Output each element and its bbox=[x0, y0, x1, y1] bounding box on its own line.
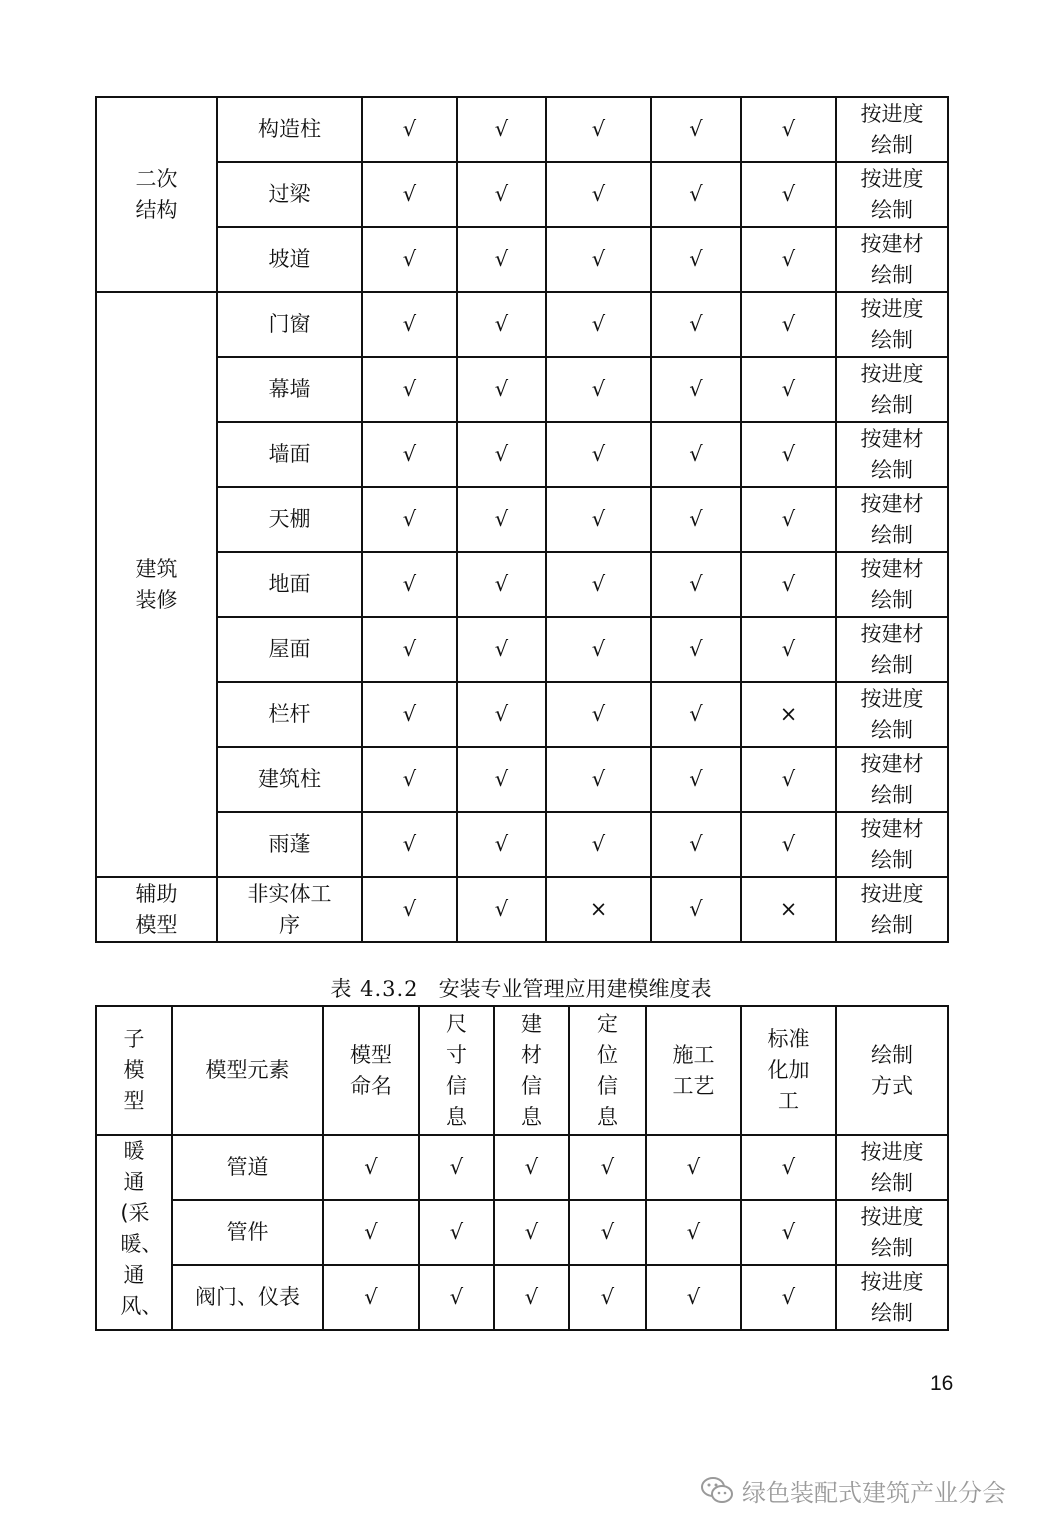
table-row bbox=[96, 877, 948, 942]
mark-cell: √ bbox=[419, 1200, 494, 1265]
method-cell: 按进度 绘制 bbox=[836, 97, 948, 162]
table-caption-title: 安装专业管理应用建模维度表 bbox=[438, 977, 712, 1001]
header-label: 子模型 bbox=[123, 1027, 145, 1113]
mark-cell: √ bbox=[546, 97, 651, 162]
mark-cell: √ bbox=[546, 357, 651, 422]
mark-cell: √ bbox=[457, 97, 546, 162]
mark-cell: √ bbox=[651, 747, 741, 812]
mark-cell: √ bbox=[646, 1135, 741, 1200]
mark-cell: √ bbox=[651, 97, 741, 162]
method-cell: 按进度 绘制 bbox=[836, 682, 948, 747]
header-label: 尺寸信息 bbox=[445, 1011, 467, 1129]
mark-cell: √ bbox=[546, 422, 651, 487]
mark-cell: √ bbox=[362, 812, 457, 877]
element-cell: 天棚 bbox=[217, 487, 362, 552]
table-row bbox=[96, 97, 948, 162]
mark-cell: √ bbox=[741, 812, 836, 877]
header-cell bbox=[494, 1006, 569, 1135]
header-label: 建材信息 bbox=[520, 1011, 542, 1129]
mark-cell: √ bbox=[494, 1135, 569, 1200]
mark-cell: √ bbox=[741, 487, 836, 552]
mark-cell: √ bbox=[546, 812, 651, 877]
element-cell: 非实体工 序 bbox=[217, 877, 362, 942]
mark-cell: √ bbox=[651, 162, 741, 227]
mark-cell: √ bbox=[646, 1265, 741, 1330]
mark-cell: √ bbox=[546, 292, 651, 357]
mark-cell: √ bbox=[362, 227, 457, 292]
element-cell: 栏杆 bbox=[217, 682, 362, 747]
method-cell: 按建材 绘制 bbox=[836, 487, 948, 552]
mark-cell: √ bbox=[457, 162, 546, 227]
mark-cell: √ bbox=[651, 357, 741, 422]
mark-cell: √ bbox=[741, 162, 836, 227]
mark-cell: √ bbox=[323, 1200, 419, 1265]
element-cell: 坡道 bbox=[217, 227, 362, 292]
table-row bbox=[96, 1135, 948, 1200]
mark-cell: √ bbox=[651, 422, 741, 487]
group-name-cell bbox=[96, 1135, 172, 1330]
method-cell: 按进度 绘制 bbox=[836, 877, 948, 942]
element-cell: 构造柱 bbox=[217, 97, 362, 162]
element-cell: 管道 bbox=[172, 1135, 323, 1200]
mark-cell: √ bbox=[741, 97, 836, 162]
mark-cell: √ bbox=[546, 617, 651, 682]
mark-cell: √ bbox=[741, 227, 836, 292]
mark-cell: √ bbox=[741, 1135, 836, 1200]
mark-cell: √ bbox=[651, 227, 741, 292]
watermark bbox=[700, 1470, 1006, 1510]
method-cell: 按建材 绘制 bbox=[836, 552, 948, 617]
mark-cell: √ bbox=[457, 552, 546, 617]
header-label: 定位信息 bbox=[596, 1011, 618, 1129]
mark-cell: √ bbox=[494, 1265, 569, 1330]
mark-cell: √ bbox=[546, 747, 651, 812]
table-row bbox=[96, 487, 948, 552]
table-row bbox=[96, 747, 948, 812]
table-row bbox=[96, 357, 948, 422]
method-cell: 按建材 绘制 bbox=[836, 747, 948, 812]
mark-cell: √ bbox=[741, 292, 836, 357]
method-cell: 按建材 绘制 bbox=[836, 227, 948, 292]
table-row bbox=[96, 227, 948, 292]
mark-cell: √ bbox=[457, 357, 546, 422]
mark-cell: √ bbox=[362, 357, 457, 422]
mark-cell: √ bbox=[741, 617, 836, 682]
mark-cell: √ bbox=[546, 227, 651, 292]
mark-cell: √ bbox=[362, 747, 457, 812]
table-row bbox=[96, 617, 948, 682]
mark-cell: √ bbox=[741, 1200, 836, 1265]
mark-cell: √ bbox=[651, 617, 741, 682]
mark-cell: √ bbox=[457, 877, 546, 942]
element-cell: 屋面 bbox=[217, 617, 362, 682]
mark-cell: √ bbox=[362, 617, 457, 682]
element-cell: 幕墙 bbox=[217, 357, 362, 422]
element-cell: 过梁 bbox=[217, 162, 362, 227]
table-row bbox=[96, 812, 948, 877]
mark-cell: √ bbox=[362, 487, 457, 552]
mark-cell: √ bbox=[362, 552, 457, 617]
element-cell: 门窗 bbox=[217, 292, 362, 357]
mark-cell: √ bbox=[362, 422, 457, 487]
mark-cell: √ bbox=[651, 552, 741, 617]
element-cell: 墙面 bbox=[217, 422, 362, 487]
mark-cell: √ bbox=[362, 97, 457, 162]
method-cell: 按进度 绘制 bbox=[836, 1200, 948, 1265]
building-model-table bbox=[95, 96, 949, 943]
mark-cell: √ bbox=[569, 1200, 646, 1265]
mark-cell: √ bbox=[419, 1265, 494, 1330]
method-cell: 按进度 绘制 bbox=[836, 292, 948, 357]
element-cell: 地面 bbox=[217, 552, 362, 617]
method-cell: 按建材 绘制 bbox=[836, 422, 948, 487]
mark-cell: √ bbox=[546, 487, 651, 552]
mark-cell: √ bbox=[741, 1265, 836, 1330]
mark-cell: √ bbox=[646, 1200, 741, 1265]
mark-cell: × bbox=[741, 682, 836, 747]
element-cell: 阀门、仪表 bbox=[172, 1265, 323, 1330]
table-caption bbox=[95, 974, 947, 1004]
mark-cell: √ bbox=[651, 292, 741, 357]
mark-cell: √ bbox=[362, 682, 457, 747]
table-row bbox=[96, 682, 948, 747]
header-row bbox=[96, 1006, 948, 1135]
header-cell bbox=[419, 1006, 494, 1135]
method-cell: 按进度 绘制 bbox=[836, 1265, 948, 1330]
table-caption-number: 表 4.3.2 bbox=[330, 977, 419, 1001]
mark-cell: × bbox=[741, 877, 836, 942]
table-row bbox=[96, 422, 948, 487]
mark-cell: √ bbox=[457, 487, 546, 552]
mark-cell: √ bbox=[651, 487, 741, 552]
mark-cell: √ bbox=[651, 812, 741, 877]
table-row bbox=[96, 1200, 948, 1265]
group-name-label: 暖通(采暖、通风、 bbox=[120, 1139, 163, 1318]
mark-cell: √ bbox=[457, 682, 546, 747]
mark-cell: √ bbox=[457, 812, 546, 877]
table-row bbox=[96, 1265, 948, 1330]
mark-cell: √ bbox=[546, 682, 651, 747]
method-cell: 按建材 绘制 bbox=[836, 812, 948, 877]
mark-cell: √ bbox=[546, 552, 651, 617]
mark-cell: √ bbox=[741, 552, 836, 617]
mark-cell: √ bbox=[457, 617, 546, 682]
mark-cell: √ bbox=[457, 292, 546, 357]
mark-cell: √ bbox=[546, 162, 651, 227]
method-cell: 按进度 绘制 bbox=[836, 357, 948, 422]
table-row bbox=[96, 292, 948, 357]
mark-cell: × bbox=[546, 877, 651, 942]
element-cell: 建筑柱 bbox=[217, 747, 362, 812]
mark-cell: √ bbox=[362, 162, 457, 227]
group-name-cell: 建筑 装修 bbox=[96, 292, 217, 877]
mark-cell: √ bbox=[362, 877, 457, 942]
header-cell bbox=[96, 1006, 172, 1135]
mark-cell: √ bbox=[569, 1135, 646, 1200]
header-cell: 绘制 方式 bbox=[836, 1006, 948, 1135]
table-row bbox=[96, 552, 948, 617]
mark-cell: √ bbox=[741, 357, 836, 422]
element-cell: 雨蓬 bbox=[217, 812, 362, 877]
mark-cell: √ bbox=[457, 747, 546, 812]
mark-cell: √ bbox=[651, 682, 741, 747]
mark-cell: √ bbox=[323, 1265, 419, 1330]
mark-cell: √ bbox=[569, 1265, 646, 1330]
mark-cell: √ bbox=[494, 1200, 569, 1265]
header-cell: 模型 命名 bbox=[323, 1006, 419, 1135]
header-cell: 模型元素 bbox=[172, 1006, 323, 1135]
group-name-cell: 辅助 模型 bbox=[96, 877, 217, 942]
watermark-text: 绿色装配式建筑产业分会 bbox=[742, 1478, 1006, 1507]
element-cell: 管件 bbox=[172, 1200, 323, 1265]
method-cell: 按进度 绘制 bbox=[836, 162, 948, 227]
mark-cell: √ bbox=[457, 227, 546, 292]
method-cell: 按建材 绘制 bbox=[836, 617, 948, 682]
mark-cell: √ bbox=[651, 877, 741, 942]
header-cell: 施工 工艺 bbox=[646, 1006, 741, 1135]
wechat-icon bbox=[700, 1475, 734, 1505]
mark-cell: √ bbox=[457, 422, 546, 487]
method-cell: 按进度 绘制 bbox=[836, 1135, 948, 1200]
header-cell bbox=[569, 1006, 646, 1135]
header-cell: 标准 化加 工 bbox=[741, 1006, 836, 1135]
mark-cell: √ bbox=[419, 1135, 494, 1200]
mark-cell: √ bbox=[323, 1135, 419, 1200]
group-name-cell: 二次 结构 bbox=[96, 97, 217, 292]
mark-cell: √ bbox=[741, 747, 836, 812]
table-row bbox=[96, 162, 948, 227]
mark-cell: √ bbox=[362, 292, 457, 357]
installation-model-table bbox=[95, 1005, 949, 1331]
page-number: 16 bbox=[930, 1372, 954, 1395]
mark-cell: √ bbox=[741, 422, 836, 487]
